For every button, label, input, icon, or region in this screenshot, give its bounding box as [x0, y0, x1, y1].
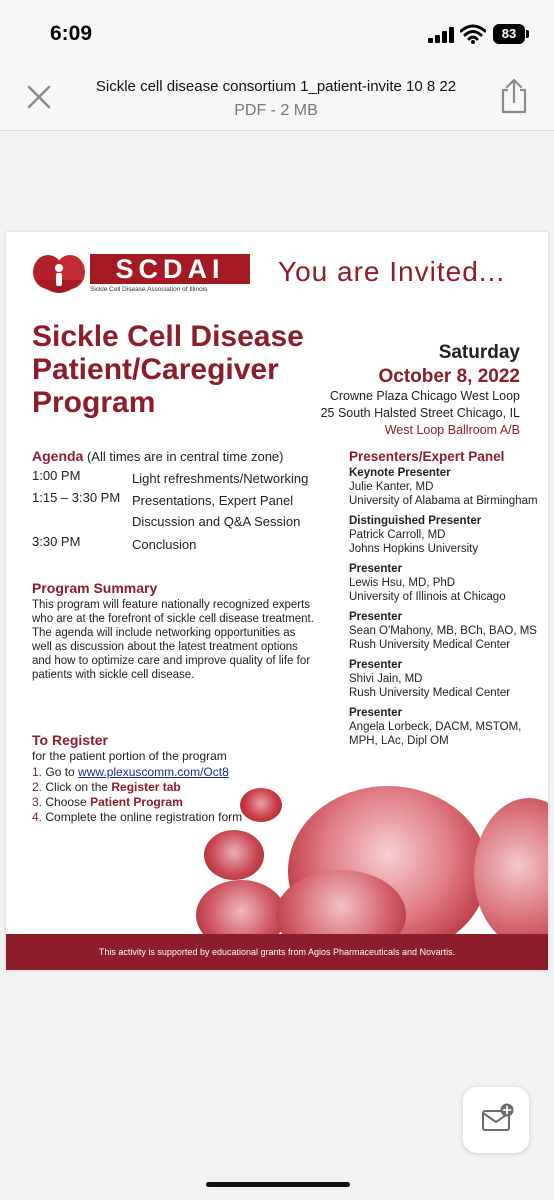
presenter-name: Angela Lorbeck, DACM, MSTOM, MPH, LAc, Dipl OM [349, 721, 522, 747]
battery-tip [526, 30, 529, 38]
presenter-name: Sean O'Mahony, MB, BCh, BAO, MS [349, 625, 537, 637]
share-icon[interactable] [498, 78, 530, 114]
agenda-time: 1:00 PM [32, 468, 81, 483]
program-title-line: Sickle Cell Disease [32, 320, 304, 353]
event-day: Saturday [438, 342, 520, 363]
document-title: Sickle cell disease consortium 1_patient-invite 10 8 22 [95, 78, 457, 95]
agenda-item [32, 534, 332, 555]
agenda-time: 1:15 – 3:30 PM [32, 490, 121, 505]
document-subtitle: PDF - 2 MB [234, 102, 318, 119]
agenda-time: 3:30 PM [32, 534, 81, 549]
presenter-name: Lewis Hsu, MD, PhD [349, 577, 456, 589]
logo-caption: Sickle Cell Disease Association of Illinois [90, 286, 208, 293]
status-bar [0, 0, 554, 60]
home-indicator[interactable] [206, 1182, 350, 1187]
scdai-logo [32, 250, 232, 306]
wifi-icon [460, 24, 486, 44]
agenda-item [32, 468, 332, 489]
cellular-signal-icon [428, 27, 454, 43]
agenda-item [32, 490, 332, 532]
registration-link[interactable]: www.plexuscomm.com/Oct8 [78, 765, 229, 779]
presenter-role: Keynote Presenter [349, 467, 451, 479]
presenter-role: Distinguished Presenter [349, 515, 482, 527]
summary-body: This program will feature nationally recognized experts who are at the forefront of sickle cell disease treatment. The agenda will include networking opportunities as well as discussion about the latest treatment options and how to optimize care and improve quality of life for patients with sickle cell disease. [32, 599, 314, 681]
register-heading: To Register [32, 732, 108, 748]
presenter-affiliation: Johns Hopkins University [349, 543, 479, 555]
agenda-desc: Presentations, Expert Panel Discussion and Q&A Session [132, 493, 301, 529]
event-venue: Crowne Plaza Chicago West Loop [329, 389, 520, 403]
presenter-role: Presenter [349, 563, 403, 575]
agenda-note: (All times are in central time zone) [86, 449, 284, 464]
presenters-heading: Presenters/Expert Panel [349, 449, 505, 464]
event-date: October 8, 2022 [378, 366, 520, 387]
register-subheading: for the patient portion of the program [32, 749, 227, 763]
presenters-panel [349, 450, 539, 748]
register-step: 2. Click on the Register tab [32, 780, 181, 794]
mail-add-icon [463, 1087, 529, 1153]
event-address: 25 South Halsted Street Chicago, IL [320, 406, 520, 420]
agenda-title: Agenda [32, 448, 84, 464]
blood-cell-image [474, 798, 548, 948]
program-title [32, 320, 304, 419]
invitation-heading: You are Invited... [278, 256, 506, 287]
agenda-heading [32, 448, 283, 464]
event-room: West Loop Ballroom A/B [384, 423, 520, 437]
register-steps [32, 765, 242, 825]
summary-heading: Program Summary [32, 580, 158, 596]
agenda-desc: Conclusion [132, 537, 197, 552]
agenda-desc: Light refreshments/Networking [132, 471, 309, 486]
blood-cell-image [240, 788, 282, 822]
register-step: 4. Complete the online registration form [32, 810, 243, 824]
register-step: 1. Go to www.plexuscomm.com/Oct8 [32, 765, 229, 779]
sponsor-footer: This activity is supported by educational grants from Agios Pharmaceuticals and Novartis. [6, 934, 548, 970]
heart-logo-icon [32, 250, 86, 300]
add-mail-button[interactable] [463, 1087, 529, 1153]
blood-cell-image [204, 830, 264, 880]
battery-indicator: 83 [493, 24, 525, 44]
document-header [0, 60, 554, 131]
presenter-name: Patrick Carroll, MD [349, 529, 446, 541]
presenter-affiliation: Rush University Medical Center [349, 687, 511, 699]
presenter-role: Presenter [349, 611, 403, 623]
close-icon[interactable] [24, 82, 54, 112]
presenter-affiliation: University of Illinois at Chicago [349, 591, 506, 603]
presenter-affiliation: University of Alabama at Birmingham [349, 495, 538, 507]
presenter-role: Presenter [349, 659, 403, 671]
program-title-line: Program [32, 386, 156, 419]
logo-wordmark: SCDAI [90, 254, 250, 284]
presenter-name: Shivi Jain, MD [349, 673, 423, 685]
presenter-name: Julie Kanter, MD [349, 481, 434, 493]
pdf-page[interactable] [6, 232, 548, 970]
program-title-line: Patient/Caregiver [32, 353, 279, 386]
presenter-role: Presenter [349, 707, 403, 719]
event-details [321, 342, 520, 439]
register-step: 3. Choose Patient Program [32, 795, 183, 809]
status-time: 6:09 [50, 22, 93, 45]
presenter-affiliation: Rush University Medical Center [349, 639, 511, 651]
